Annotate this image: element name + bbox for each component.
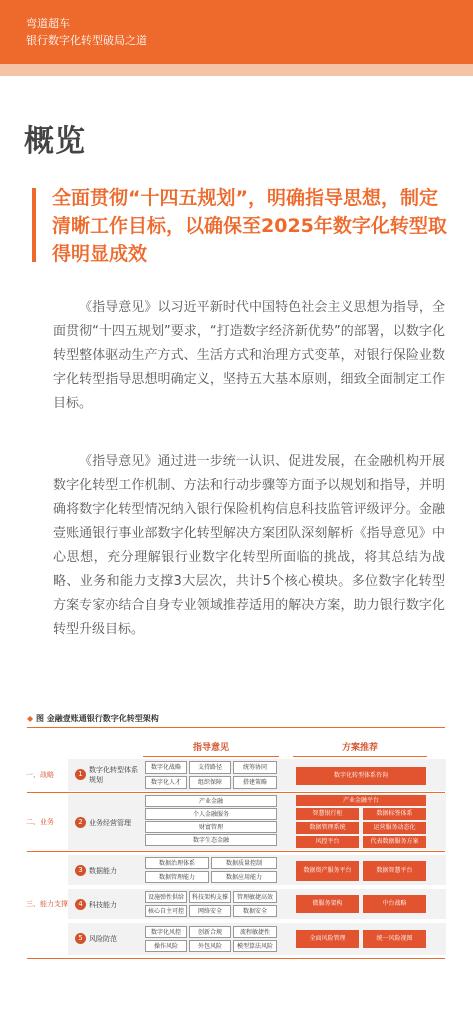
body-paragraph: 《指导意见》以习近平新时代中国特色社会主义思想为指导，全面贯彻“十四五规划”要求，“打造数字经济新优势”的部署，以数字化转型整体驱动生产方式、生活方式和治理方式变革，对银行保险业数字化转型指导思想明确定义，坚持五大基本原则，细致全面制定工作目标。 <box>53 300 445 411</box>
section-divider <box>27 851 445 852</box>
guidance-item: 搭建策略 <box>233 776 277 789</box>
guidance-item: 数字化战略 <box>145 761 187 774</box>
guidance-item: 数据应用能力 <box>211 871 277 883</box>
guidance-item: 数据质量控制 <box>211 857 277 869</box>
figure-top-rule <box>27 727 445 728</box>
headline: 全面贯彻“十四五规划”，明确指导思想，制定清晰工作目标，以确保至2025年数字化转型取得明显成效 <box>52 187 447 265</box>
guidance-item: 操作风险 <box>145 940 187 952</box>
module-name: 数据能力 <box>89 867 117 875</box>
recommend-item: 数字化转型体系咨询 <box>296 767 426 785</box>
guidance-item: 模型算法风险 <box>233 940 277 952</box>
guidance-item: 数据治理体系 <box>145 857 209 869</box>
module-number-badge: 2 <box>75 817 86 828</box>
body-paragraph: 《指导意见》通过进一步统一认识、促进发展，在金融机构开展数字化转型工作机制、方法和行动步骤等方面予以规划和指导，并明确将数字化转型情况纳入银行保险机构信息科技监管评级评分。金融壹账通银行事业部数字化转型解决方案团队深刻解析《指导意见》中心思想，充分理解银行业数字化转型所面临的挑战，将其总结为战略、业务和能力支撑3大层次，共计5个核心模块。多位数字化转型方案专家亦结合自身专业领域推荐适用的解决方案，助力银行数字化转型升级目标。 <box>53 454 445 637</box>
recommend-item: 统一风险视图 <box>363 930 426 948</box>
header-series-title: 弯道超车 <box>26 17 70 30</box>
recommend-item: 全面风险管理 <box>296 930 359 948</box>
module-number-badge: 3 <box>75 865 86 876</box>
guidance-item: 统筹协同 <box>233 761 277 774</box>
guidance-item: 创新合规 <box>189 926 231 938</box>
page-title: 概览 <box>24 124 86 159</box>
recommend-item: 数据智慧平台 <box>363 861 426 881</box>
guidance-item: 网络安全 <box>189 905 231 917</box>
category-capability: 三、能力支撑 <box>26 900 68 908</box>
guidance-item: 支持路径 <box>189 761 231 774</box>
column-rule-guidance <box>143 756 279 757</box>
recommend-item: 微服务架构 <box>296 895 359 913</box>
guidance-item: 数字化人才 <box>145 776 187 789</box>
headline-accent-bar <box>32 188 36 262</box>
module-name: 数字化转型体系规划 <box>89 766 138 784</box>
guidance-item: 个人金融服务 <box>145 808 277 820</box>
module-name: 风险防范 <box>89 935 117 943</box>
column-header-guidance: 指导意见 <box>192 743 229 753</box>
recommend-item: 运营服务动态化 <box>363 822 426 834</box>
column-header-recommend: 方案推荐 <box>341 743 378 753</box>
guidance-item: 数据管理能力 <box>145 871 209 883</box>
section-divider <box>27 958 445 959</box>
module-number-badge: 5 <box>75 933 86 944</box>
header-document-title: 银行数字化转型破局之道 <box>26 34 147 47</box>
guidance-item: 核心自主可控 <box>145 905 187 917</box>
guidance-item: 组织保障 <box>189 776 231 789</box>
guidance-item: 科技架构支撑 <box>189 891 231 903</box>
guidance-item: 数据安全 <box>233 905 277 917</box>
module-number-badge: 1 <box>75 769 86 780</box>
header-bar <box>0 0 473 64</box>
recommend-item: 中台战略 <box>363 895 426 913</box>
recommend-item: 风控平台 <box>296 836 359 848</box>
diamond-bullet-icon: ◆ <box>27 714 34 723</box>
recommend-item: 数据管理系统 <box>296 822 359 834</box>
header-strip <box>0 64 473 76</box>
category-business: 二、业务 <box>26 818 54 826</box>
recommend-item: 代表数据服务方案 <box>363 836 426 848</box>
figure-caption-text: 图 金融壹账通银行数字化转型架构 <box>35 714 159 723</box>
module-name: 业务经营管理 <box>89 819 131 827</box>
guidance-item: 管理敏捷高效 <box>233 891 277 903</box>
module-name: 科技能力 <box>89 901 117 909</box>
module-number-badge: 4 <box>75 899 86 910</box>
recommend-item: 数据资产服务平台 <box>296 861 359 881</box>
guidance-item: 设施弹性供给 <box>145 891 187 903</box>
recommend-item: 数据标签体系 <box>363 808 426 820</box>
recommend-item: 产业金融平台 <box>296 795 426 806</box>
guidance-item: 数字生态金融 <box>145 834 277 846</box>
guidance-item: 数字化风控 <box>145 926 187 938</box>
section-divider <box>27 792 445 793</box>
guidance-item: 产业金融 <box>145 795 277 807</box>
recommend-item: 智慧银行柜 <box>296 808 359 820</box>
guidance-item: 财富管理 <box>145 821 277 833</box>
guidance-item: 外包风险 <box>189 940 231 952</box>
figure-caption <box>27 713 159 724</box>
category-strategy: 一、战略 <box>26 771 54 779</box>
guidance-item: 流程敏捷性 <box>233 926 277 938</box>
column-rule-recommend <box>293 756 427 757</box>
